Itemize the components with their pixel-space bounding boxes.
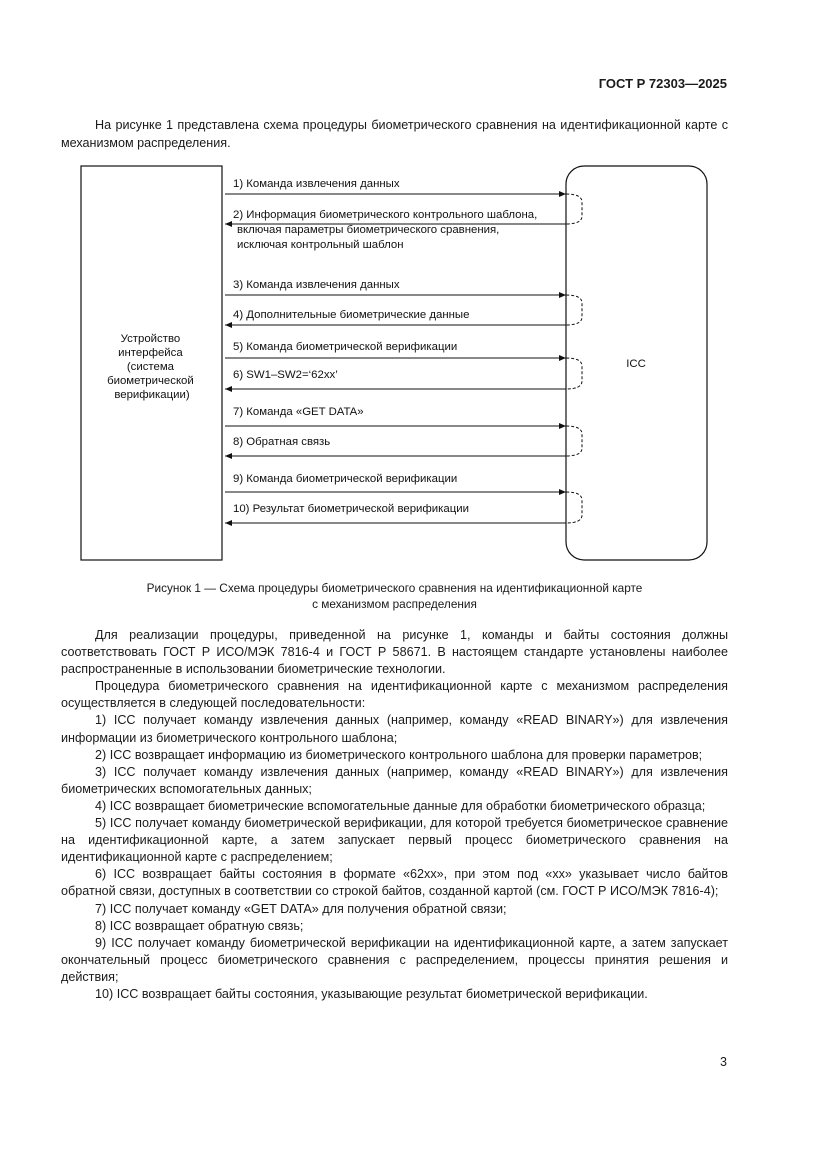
message-label: 1) Команда извлечения данных <box>233 178 400 190</box>
list-item: 4) ICC возвращает биометрические вспомогательные данные для обработки биометрического образца; <box>95 798 706 813</box>
message-label: 7) Команда «GET DATA» <box>233 406 364 418</box>
message-4 <box>225 295 582 325</box>
figure-caption <box>61 580 728 612</box>
message-7 <box>225 406 566 426</box>
message-label: 5) Команда биометрической верификации <box>233 341 458 353</box>
message-6 <box>225 358 582 389</box>
message-label: 8) Обратная связь <box>233 436 331 448</box>
message-label: 3) Команда извлечения данных <box>233 279 400 291</box>
message-label: включая параметры биометрического сравнения, <box>237 224 500 236</box>
list-item: 1) ICC получает команду извлечения данных (например, команду «READ BINARY») для извлечения информации из биометрического контрольного шаблона; <box>61 713 728 745</box>
message-label: 6) SW1–SW2=‘62xx’ <box>233 369 338 381</box>
list-item: 9) ICC получает команду биометрической верификации на идентификационной карте, а затем запускает окончательный процесс биометрического сравнения с распределением, процессы принятия решения и действия; <box>61 935 728 984</box>
processing-bracket <box>566 492 582 523</box>
message-label: 9) Команда биометрической верификации <box>233 473 458 485</box>
list-item: 8) ICC возвращает обратную связь; <box>95 918 304 933</box>
processing-bracket <box>566 194 582 224</box>
body-paragraph: Процедура биометрического сравнения на идентификационной карте с механизмом распределения осуществляется в следующей последовательности: <box>61 679 728 711</box>
document-code: ГОСТ Р 72303—2025 <box>598 76 727 91</box>
list-item: 6) ICC возвращает байты состояния в формате «62xx», при этом под «xx» указывает число байтов обратной связи, доступных в соответствии со строкой байтов, созданной картой (см. ГОСТ Р ИСО/МЭК 7816-4); <box>61 867 728 899</box>
caption-line-2: с механизмом распределения <box>312 597 477 611</box>
message-5 <box>225 341 566 358</box>
processing-bracket <box>566 358 582 389</box>
list-item: 3) ICC получает команду извлечения данных (например, команду «READ BINARY») для извлечения биометрических вспомогательных данных; <box>61 764 728 796</box>
message-3 <box>225 279 566 295</box>
message-label: 2) Информация биометрического контрольного шаблона, <box>233 209 538 221</box>
message-label: 10) Результат биометрической верификации <box>233 503 469 515</box>
page-number: 3 <box>720 1055 727 1069</box>
icc-label: ICC <box>626 358 646 370</box>
processing-bracket <box>566 295 582 325</box>
message-2 <box>225 194 582 251</box>
body-paragraph: Для реализации процедуры, приведенной на рисунке 1, команды и байты состояния должны соответствовать ГОСТ Р ИСО/МЭК 7816-4 и ГОСТ Р 58671. В настоящем стандарте установлены наиболее распространенные в использовании биометрические технологии. <box>61 628 728 677</box>
list-item: 5) ICC получает команду биометрической верификации, для которой требуется биометрическое сравнение на идентификационной карте, а затем запускает первый процесс биометрического сравнения на идентификационной карте с распределением; <box>61 816 728 865</box>
caption-line-1: Рисунок 1 — Схема процедуры биометрического сравнения на идентификационной карте <box>146 581 643 595</box>
interface-device-label: Устройство интерфейса (система биометрической верификации) <box>107 333 194 401</box>
message-10 <box>225 492 582 523</box>
list-item: 10) ICC возвращает байты состояния, указывающие результат биометрической верификации. <box>95 986 648 1001</box>
intro-paragraph: На рисунке 1 представлена схема процедуры биометрического сравнения на идентификационной карте с механизмом распределения. <box>61 118 728 151</box>
message-1 <box>225 178 566 194</box>
message-9 <box>225 473 566 492</box>
body-text <box>61 627 728 1003</box>
message-8 <box>225 426 582 456</box>
list-item: 2) ICC возвращает информацию из биометрического контрольного шаблона для проверки параметров; <box>95 747 703 762</box>
message-label: 4) Дополнительные биометрические данные <box>233 309 470 321</box>
processing-bracket <box>566 426 582 456</box>
message-label: исключая контрольный шаблон <box>237 239 404 251</box>
list-item: 7) ICC получает команду «GET DATA» для получения обратной связи; <box>95 901 507 916</box>
